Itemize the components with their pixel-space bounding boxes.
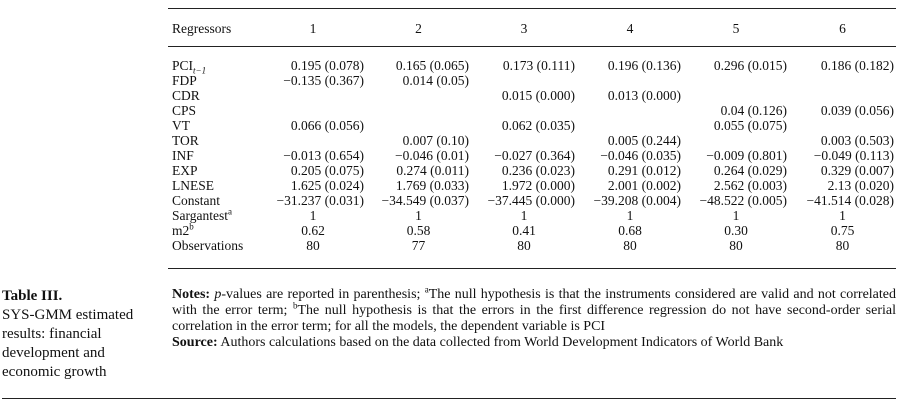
table-cell: 0.329 (0.007) — [820, 163, 894, 178]
table-cell — [471, 73, 577, 88]
row-label — [168, 133, 260, 148]
row-label — [168, 118, 260, 133]
header-row — [168, 10, 896, 46]
table-cell — [789, 88, 896, 103]
row-label — [168, 193, 260, 208]
row-label-text: Observations — [172, 238, 244, 253]
caption-title: Table III. — [2, 288, 63, 304]
table-cell: −0.013 (0.654) — [283, 148, 364, 163]
table-cell: 0.014 (0.05) — [402, 73, 469, 88]
table-row — [168, 46, 896, 73]
source-text: Authors calculations based on the data collected from World Development Indicators of World Bank — [217, 335, 784, 350]
table-cell: −0.049 (0.113) — [813, 148, 894, 163]
notes-a-text: The null hypothesis is that the instruments considered are valid and not correlated with the error term; — [172, 287, 897, 318]
table-bottom-rule — [168, 268, 896, 269]
table-cell — [260, 133, 366, 148]
table-cell: 0.30 — [724, 223, 748, 238]
table-cell: 0.066 (0.056) — [290, 118, 364, 133]
table-cell: 0.039 (0.056) — [820, 103, 894, 118]
row-label-text: m2 — [172, 223, 190, 238]
table-cell: 0.186 (0.182) — [820, 58, 894, 73]
table-cell: 1 — [839, 208, 846, 223]
row-label-text: TOR — [172, 133, 199, 148]
table-row — [168, 148, 896, 163]
row-label-text: Constant — [172, 193, 221, 208]
notes-paragraph — [172, 284, 897, 335]
table-row — [168, 103, 896, 118]
table-cell — [789, 118, 896, 133]
table-cell: 0.41 — [512, 223, 536, 238]
row-label-text: Sargantest — [172, 208, 228, 223]
table-cell — [260, 88, 366, 103]
notes-sup-a: a — [424, 284, 429, 295]
notes-sup-b: b — [292, 300, 298, 311]
table-cell: 1 — [626, 208, 634, 223]
table-caption — [2, 287, 160, 382]
table-cell — [577, 73, 683, 88]
header-model-2: 2 — [415, 20, 422, 36]
table-cell: 1.769 (0.033) — [395, 178, 469, 193]
table-cell — [366, 118, 471, 133]
table-cell: 0.264 (0.029) — [713, 163, 787, 178]
table-cell: 0.75 — [830, 223, 855, 238]
table-cell: 80 — [623, 238, 637, 253]
table-cell: 1.625 (0.024) — [290, 178, 364, 193]
table-cell — [683, 88, 789, 103]
table-cell: 0.005 (0.244) — [607, 133, 681, 148]
row-label — [168, 223, 260, 238]
table-cell: −48.522 (0.005) — [699, 193, 787, 208]
row-label-superscript: a — [228, 206, 232, 217]
table-cell: 0.055 (0.075) — [713, 118, 787, 133]
table-cell: 0.236 (0.023) — [501, 163, 575, 178]
table-cell: 77 — [411, 238, 426, 253]
table-cell — [683, 133, 789, 148]
table-cell: 0.003 (0.503) — [820, 133, 894, 148]
row-label — [168, 88, 260, 103]
row-label — [168, 238, 260, 253]
table-cell: 0.58 — [406, 223, 431, 238]
table-cell — [683, 73, 789, 88]
table-cell: −0.009 (0.801) — [706, 148, 787, 163]
table-cell: −0.046 (0.035) — [600, 148, 681, 163]
table-cell: −37.445 (0.000) — [487, 193, 575, 208]
table-cell: 0.165 (0.065) — [395, 58, 469, 73]
table-cell: −0.135 (0.367) — [283, 73, 364, 88]
table-cell: 0.196 (0.136) — [607, 58, 681, 73]
table-cell — [471, 103, 577, 118]
header-model-3: 3 — [520, 20, 528, 36]
table-cell — [366, 88, 471, 103]
table-row — [168, 223, 896, 238]
table-cell: 1 — [732, 208, 740, 223]
table-cell — [789, 73, 896, 88]
table-row — [168, 118, 896, 133]
table-row — [168, 208, 896, 223]
table-cell: 0.68 — [618, 223, 642, 238]
table-notes — [172, 284, 897, 351]
bottom-rule — [2, 398, 896, 399]
source-label: Source: — [172, 335, 218, 350]
table-cell: 1.972 (0.000) — [501, 178, 575, 193]
table-cell: 0.195 (0.078) — [290, 58, 364, 73]
table-cell: 80 — [517, 238, 531, 253]
row-label-superscript: b — [189, 221, 194, 232]
table-cell: −34.549 (0.037) — [381, 193, 469, 208]
caption-text: SYS-GMM estimated results: financial development and economic growth — [2, 307, 134, 380]
table-cell: 1 — [309, 208, 317, 223]
table-cell: 2.001 (0.002) — [607, 178, 681, 193]
row-label-text: EXP — [172, 163, 198, 178]
row-label — [168, 46, 260, 76]
row-label-text: VT — [172, 118, 190, 133]
table-cell: 2.562 (0.003) — [713, 178, 787, 193]
table-cell: 1 — [415, 208, 422, 223]
table-cell: 0.013 (0.000) — [607, 88, 681, 103]
row-label-text: PCI — [172, 58, 194, 73]
table-cell — [577, 118, 683, 133]
header-model-1: 1 — [309, 20, 317, 36]
row-label — [168, 103, 260, 118]
row-label-text: CDR — [172, 88, 200, 103]
table-cell: −31.237 (0.031) — [276, 193, 364, 208]
table-cell: 0.015 (0.000) — [501, 88, 575, 103]
table-cell: 80 — [835, 238, 850, 253]
table-cell: 80 — [306, 238, 320, 253]
table-row — [168, 73, 896, 88]
row-label-text: FDP — [172, 73, 197, 88]
notes-label: Notes: — [172, 287, 211, 302]
row-label-text: CPS — [172, 103, 197, 118]
header-regressors: Regressors — [172, 20, 232, 36]
table-row — [168, 178, 896, 193]
table-cell: 0.007 (0.10) — [402, 133, 469, 148]
table-cell — [260, 103, 366, 118]
row-label-subscript: t−1 — [193, 65, 207, 76]
notes-p-italic: p — [214, 287, 222, 302]
table-cell: 0.173 (0.111) — [502, 58, 575, 73]
table-cell — [366, 103, 471, 118]
row-label-text: LNESE — [172, 178, 214, 193]
header-model-5: 5 — [732, 20, 740, 36]
table-cell: −0.027 (0.364) — [494, 148, 575, 163]
table-cell: 0.291 (0.012) — [607, 163, 681, 178]
row-label-text: INF — [172, 148, 194, 163]
table-row — [168, 163, 896, 178]
header-model-6: 6 — [839, 20, 846, 36]
row-label — [168, 178, 260, 193]
notes-p-text: -values are reported in parenthesis; — [221, 287, 425, 302]
table-row — [168, 88, 896, 103]
table-cell: 0.04 (0.126) — [720, 103, 787, 118]
table-cell: 0.62 — [301, 223, 325, 238]
notes-b-text: The null hypothesis is that the errors in the first difference regression do not have second-order serial correlation in the error term; for all the models, the dependent variable is PCI — [172, 303, 896, 334]
table-cell — [471, 133, 577, 148]
table-cell: −0.046 (0.01) — [395, 148, 469, 163]
table-body — [168, 46, 896, 253]
table-cell: 0.062 (0.035) — [501, 118, 575, 133]
table-row — [168, 193, 896, 208]
table-cell: 1 — [520, 208, 528, 223]
row-label — [168, 208, 260, 223]
table-row — [168, 133, 896, 148]
table-cell: 0.205 (0.075) — [290, 163, 364, 178]
regression-table — [168, 10, 896, 253]
source-paragraph — [172, 335, 896, 351]
table-cell — [577, 103, 683, 118]
row-label — [168, 148, 260, 163]
header-model-4: 4 — [626, 20, 634, 36]
table-cell: 2.13 (0.020) — [827, 178, 894, 193]
table-cell: 0.274 (0.011) — [396, 163, 469, 178]
top-rule — [168, 8, 896, 9]
table-cell: −39.208 (0.004) — [593, 193, 681, 208]
row-label — [168, 73, 260, 88]
table-cell: −41.514 (0.028) — [806, 193, 894, 208]
table-cell: 0.296 (0.015) — [713, 58, 787, 73]
row-label — [168, 163, 260, 178]
table-row — [168, 238, 896, 253]
table-cell: 80 — [729, 238, 743, 253]
